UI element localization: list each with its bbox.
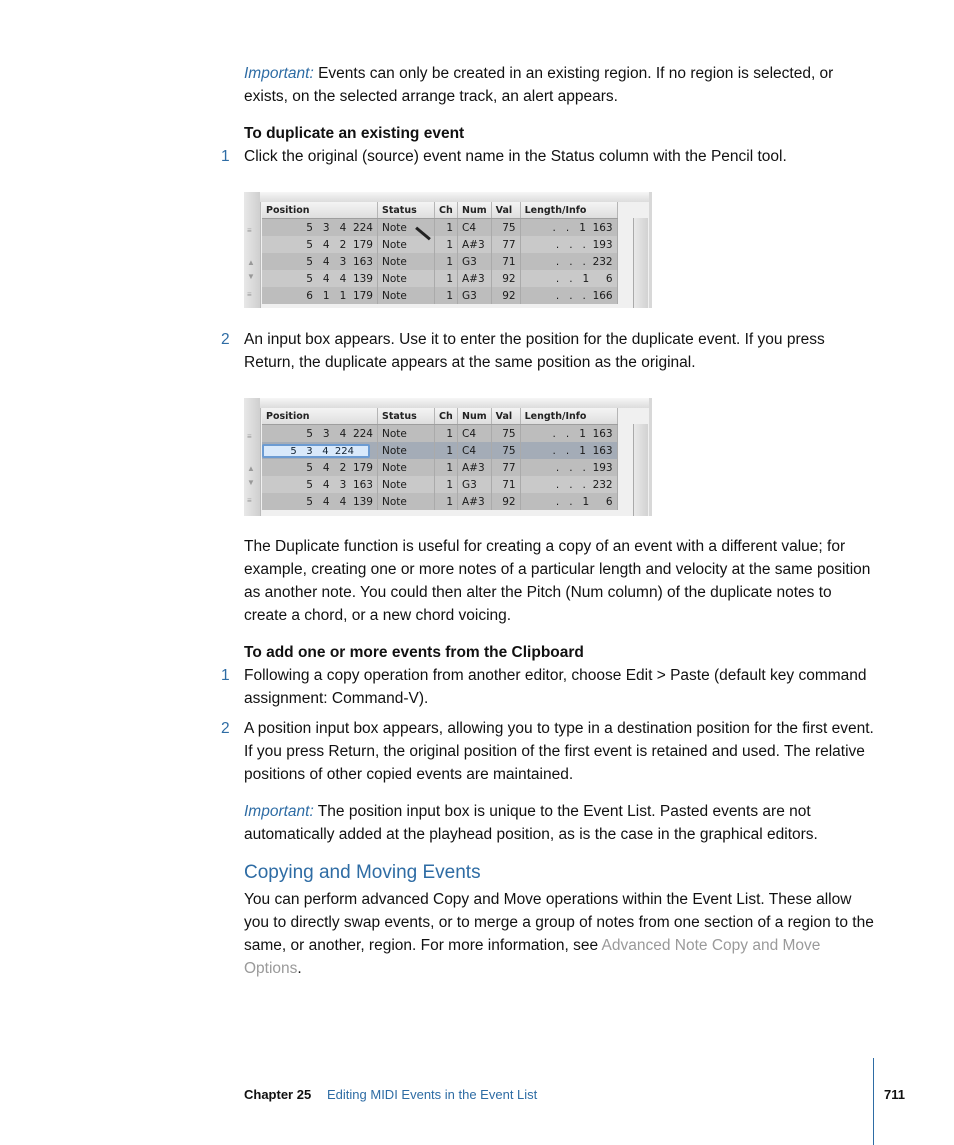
vertical-scrollbar[interactable] xyxy=(633,218,648,308)
cell-num[interactable]: A#3 xyxy=(458,236,492,253)
cell-num[interactable]: C4 xyxy=(458,442,492,459)
cell-val[interactable]: 71 xyxy=(491,253,520,270)
cell-length[interactable]: . . . 193 xyxy=(520,459,617,476)
cell-ch[interactable]: 1 xyxy=(435,493,458,510)
cell-position[interactable]: 5 4 3 163 xyxy=(262,253,378,270)
important-label: Important: xyxy=(244,803,314,820)
cell-position[interactable] xyxy=(262,442,378,459)
cell-position[interactable]: 5 3 4 224 xyxy=(262,219,378,237)
cell-num[interactable]: G3 xyxy=(458,253,492,270)
cell-position[interactable]: 5 4 3 163 xyxy=(262,476,378,493)
table-row[interactable] xyxy=(262,270,617,287)
col-length-info[interactable]: Length/Info xyxy=(520,202,617,219)
table-row[interactable] xyxy=(262,476,617,493)
copy-move-text: You can perform advanced Copy and Move operations within the Event List. These allow you to directly swap events, or to merge a group of notes from one section of a region to the same, or another, region. For more information, see xyxy=(244,891,874,954)
col-num[interactable]: Num xyxy=(458,202,492,219)
cell-val[interactable]: 75 xyxy=(491,442,520,459)
cell-position[interactable]: 6 1 1 179 xyxy=(262,287,378,304)
cell-num[interactable]: C4 xyxy=(458,219,492,237)
position-input-box[interactable]: 5 3 4 224 xyxy=(262,444,370,458)
cell-status[interactable]: Note xyxy=(378,236,435,253)
cell-num[interactable]: A#3 xyxy=(458,493,492,510)
cell-length[interactable]: . . . 166 xyxy=(520,287,617,304)
cell-val[interactable]: 92 xyxy=(491,287,520,304)
event-list-screenshot-1 xyxy=(244,192,652,308)
table-row[interactable] xyxy=(262,493,617,510)
cell-status[interactable]: Note xyxy=(378,493,435,510)
col-status[interactable]: Status xyxy=(378,202,435,219)
col-position[interactable]: Position xyxy=(262,408,378,425)
toolbar-strip: ≡ ▲ ▼ ≡ xyxy=(244,192,261,308)
section-title-copying-moving: Copying and Moving Events xyxy=(244,862,481,883)
cell-val[interactable]: 92 xyxy=(491,493,520,510)
cell-length[interactable]: . . . 232 xyxy=(520,253,617,270)
col-length-info[interactable]: Length/Info xyxy=(520,408,617,425)
cell-ch[interactable]: 1 xyxy=(435,459,458,476)
col-val[interactable]: Val xyxy=(491,408,520,425)
footer-divider xyxy=(873,1058,874,1145)
copy-move-description xyxy=(244,888,879,980)
cell-position[interactable]: 5 4 4 139 xyxy=(262,270,378,287)
cell-val[interactable]: 77 xyxy=(491,236,520,253)
footer-chapter-title[interactable]: Editing MIDI Events in the Event List xyxy=(327,1087,538,1102)
col-val[interactable]: Val xyxy=(491,202,520,219)
table-row[interactable] xyxy=(262,253,617,270)
cell-val[interactable]: 75 xyxy=(491,425,520,443)
cell-status[interactable]: Note xyxy=(378,270,435,287)
window-edge xyxy=(649,398,652,516)
cell-num[interactable]: A#3 xyxy=(458,270,492,287)
window-edge xyxy=(649,192,652,308)
cell-ch[interactable]: 1 xyxy=(435,287,458,304)
col-status[interactable]: Status xyxy=(378,408,435,425)
cell-length[interactable]: . . 1 6 xyxy=(520,270,617,287)
event-table xyxy=(262,408,618,510)
col-position[interactable]: Position xyxy=(262,202,378,219)
step-text: A position input box appears, allowing you to type in a destination position for the first event. If you press Return, the original position of the first event is retained and used. The relative positions of other copied events are maintained. xyxy=(244,720,874,783)
cell-num[interactable]: A#3 xyxy=(458,459,492,476)
cell-status[interactable]: Note xyxy=(378,425,435,443)
cell-val[interactable]: 77 xyxy=(491,459,520,476)
event-table xyxy=(262,202,618,304)
important-label: Important: xyxy=(244,65,314,82)
cell-ch[interactable]: 1 xyxy=(435,253,458,270)
event-list-screenshot-2 xyxy=(244,398,652,516)
cell-status[interactable]: Note xyxy=(378,253,435,270)
period: . xyxy=(297,960,302,977)
table-row[interactable] xyxy=(262,459,617,476)
step-number: 2 xyxy=(221,331,230,348)
table-row[interactable] xyxy=(262,425,617,443)
cell-length[interactable]: . . . 193 xyxy=(520,236,617,253)
list-header-bar xyxy=(260,192,652,202)
important-note xyxy=(244,62,879,108)
cell-length[interactable]: . . 1 163 xyxy=(520,425,617,443)
cell-position[interactable]: 5 4 2 179 xyxy=(262,459,378,476)
cell-val[interactable]: 71 xyxy=(491,476,520,493)
cell-ch[interactable]: 1 xyxy=(435,425,458,443)
list-header-bar xyxy=(260,398,652,408)
cell-length[interactable]: . . 1 6 xyxy=(520,493,617,510)
cell-length[interactable]: . . . 232 xyxy=(520,476,617,493)
table-row[interactable] xyxy=(262,219,617,237)
step-number: 1 xyxy=(221,667,230,684)
step-number: 1 xyxy=(221,148,230,165)
advanced-note-copy-link[interactable]: Advanced Note Copy and Move Options xyxy=(244,937,821,977)
important-text: Events can only be created in an existing region. If no region is selected, or exists, on the selected arrange track, an alert appears. xyxy=(244,65,834,105)
cell-ch[interactable]: 1 xyxy=(435,270,458,287)
cell-num[interactable]: C4 xyxy=(458,425,492,443)
table-row[interactable] xyxy=(262,287,617,304)
section-heading-clipboard: To add one or more events from the Clipboard xyxy=(244,644,584,661)
cell-position[interactable]: 5 4 4 139 xyxy=(262,493,378,510)
cell-val[interactable]: 92 xyxy=(491,270,520,287)
table-row[interactable] xyxy=(262,236,617,253)
cell-status[interactable]: Note xyxy=(378,459,435,476)
duplicate-description: The Duplicate function is useful for creating a copy of an event with a different value; for example, creating one or more notes of a particular length and velocity at the same position as another note. You could then alter the Pitch (Num column) of the duplicate notes to create a chord, or a new chord voicing. xyxy=(244,538,871,624)
cell-ch[interactable]: 1 xyxy=(435,476,458,493)
cell-status[interactable]: Note xyxy=(378,287,435,304)
cell-status[interactable]: Note xyxy=(378,476,435,493)
step-text: Following a copy operation from another editor, choose Edit > Paste (default key command assignment: Command-V). xyxy=(244,667,867,707)
step-text: An input box appears. Use it to enter the position for the duplicate event. If you press Return, the duplicate appears at the same position as the original. xyxy=(244,331,825,371)
cell-status[interactable]: Note xyxy=(378,219,435,237)
step-text: Click the original (source) event name in the Status column with the Pencil tool. xyxy=(244,148,787,165)
cell-status[interactable]: Note xyxy=(378,442,435,459)
vertical-scrollbar[interactable] xyxy=(633,424,648,516)
col-ch[interactable]: Ch xyxy=(435,202,458,219)
cell-num[interactable]: G3 xyxy=(458,287,492,304)
cell-ch[interactable]: 1 xyxy=(435,236,458,253)
important-note xyxy=(244,800,879,846)
footer-chapter: Chapter 25 xyxy=(244,1087,312,1102)
cell-ch[interactable]: 1 xyxy=(435,442,458,459)
cell-val[interactable]: 75 xyxy=(491,219,520,237)
col-num[interactable]: Num xyxy=(458,408,492,425)
cell-num[interactable]: G3 xyxy=(458,476,492,493)
important-text: The position input box is unique to the Event List. Pasted events are not automatically added at the playhead position, as is the case in the graphical editors. xyxy=(244,803,818,843)
page-number: 711 xyxy=(884,1087,905,1102)
cell-length[interactable]: . . 1 163 xyxy=(520,442,617,459)
step-number: 2 xyxy=(221,720,230,737)
cell-length[interactable]: . . 1 163 xyxy=(520,219,617,237)
cell-ch[interactable]: 1 xyxy=(435,219,458,237)
section-heading-duplicate: To duplicate an existing event xyxy=(244,125,465,142)
col-ch[interactable]: Ch xyxy=(435,408,458,425)
table-row-selected[interactable] xyxy=(262,442,617,459)
cell-position[interactable]: 5 3 4 224 xyxy=(262,425,378,443)
cell-position[interactable]: 5 4 2 179 xyxy=(262,236,378,253)
toolbar-strip: ≡ ▲ ▼ ≡ xyxy=(244,398,261,516)
